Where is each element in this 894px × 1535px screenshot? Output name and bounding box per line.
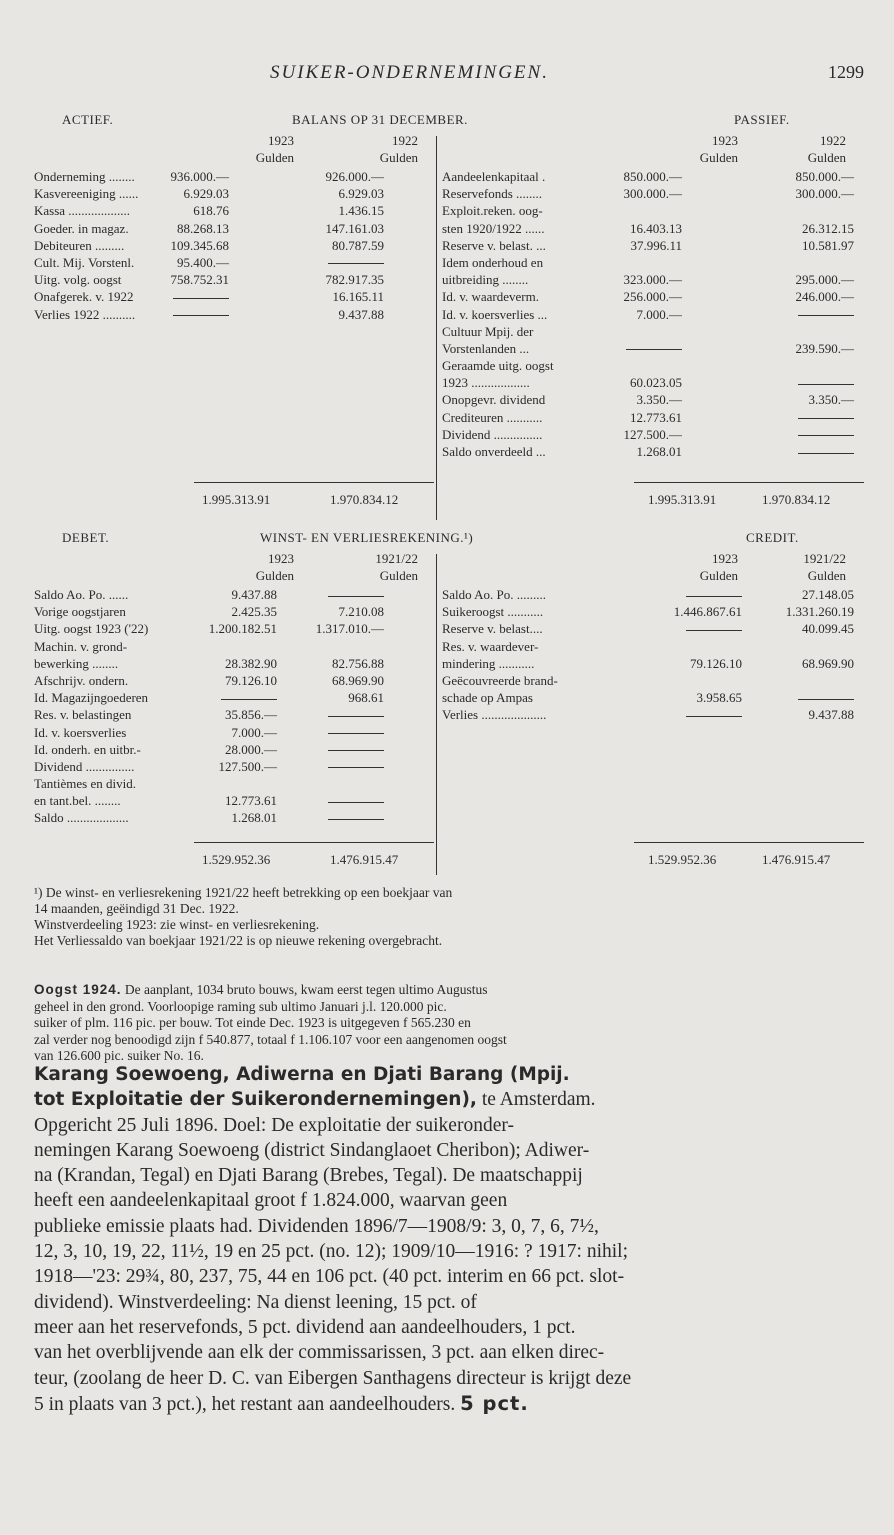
row-value-current: 16.403.13 xyxy=(630,220,682,236)
row-value-previous: 147.161.03 xyxy=(325,220,384,236)
table-row xyxy=(34,758,430,775)
row-label: Onderneming ........ xyxy=(34,169,135,184)
row-value-previous: 300.000.— xyxy=(795,186,854,202)
assets-total-rule xyxy=(194,482,434,483)
dash-rule xyxy=(328,819,384,820)
row-value-current xyxy=(686,586,742,603)
table-row xyxy=(442,706,864,723)
row-value-current: 12.773.61 xyxy=(630,409,682,425)
table-row xyxy=(442,443,864,460)
row-label: Id. v. koersverlies xyxy=(34,724,127,740)
row-value-previous: 9.437.88 xyxy=(808,707,854,723)
running-title: SUIKER-ONDERNEMINGEN. xyxy=(270,62,549,83)
table-row xyxy=(442,638,864,655)
dash-rule xyxy=(173,315,229,316)
row-value-current: 6.929.03 xyxy=(183,186,229,202)
company-line: van het overblijvende aan elk der commissarissen, 3 pct. aan elken direc- xyxy=(34,1342,605,1364)
table-row xyxy=(34,168,430,185)
assets-total-a: 1.995.313.91 xyxy=(202,492,271,507)
table-row xyxy=(442,655,864,672)
balance-title-row xyxy=(34,112,864,132)
row-label: Geraamde uitg. oogst xyxy=(442,358,554,374)
row-label: Verlies .................... xyxy=(442,707,547,723)
row-value-previous xyxy=(328,741,384,758)
row-value-current: 2.425.35 xyxy=(231,604,277,620)
row-label: Idem onderhoud en xyxy=(442,254,544,270)
row-label: Afschrijv. ondern. xyxy=(34,672,129,688)
row-value-current: 7.000.— xyxy=(231,724,277,740)
page-number: 1299 xyxy=(828,62,864,82)
row-label: Cultuur Mpij. der xyxy=(442,323,534,339)
table-row xyxy=(442,340,864,357)
liabilities-total-b: 1.970.834.12 xyxy=(762,492,831,507)
balance-divider xyxy=(436,136,437,520)
table-row xyxy=(442,254,864,271)
pl-title: WINST- EN VERLIESREKENING.¹) xyxy=(260,530,474,545)
row-value-previous: 3.350.— xyxy=(808,392,854,408)
row-value-current: 79.126.10 xyxy=(690,655,742,671)
row-value-previous xyxy=(328,724,384,741)
dash-rule xyxy=(328,767,384,768)
assets-total-b: 1.970.834.12 xyxy=(330,492,399,507)
row-value-previous: 926.000.— xyxy=(325,169,384,184)
row-label: 1923 .................. xyxy=(442,375,530,391)
row-value-current: 127.500.— xyxy=(218,758,277,774)
pl-left-year-b: 1921/22 Gulden xyxy=(375,551,418,583)
debit-total-b: 1.476.915.47 xyxy=(330,852,399,867)
dash-rule xyxy=(798,315,854,316)
table-row xyxy=(442,237,864,254)
dash-rule xyxy=(686,596,742,597)
row-label: Id. onderh. en uitbr.- xyxy=(34,741,141,757)
dash-rule xyxy=(328,596,384,597)
table-row xyxy=(442,620,864,637)
actief-label: ACTIEF. xyxy=(62,112,114,127)
table-row xyxy=(34,288,430,305)
row-value-current xyxy=(173,306,229,323)
table-row xyxy=(34,620,430,637)
table-row xyxy=(34,271,430,288)
row-label: Reserve v. belast. ... xyxy=(442,237,546,253)
table-row xyxy=(34,792,430,809)
row-value-previous: 10.581.97 xyxy=(802,237,854,253)
company-location: te Amsterdam. xyxy=(476,1089,596,1111)
assets-rows xyxy=(34,168,430,323)
row-value-previous: 16.165.11 xyxy=(332,289,384,305)
pl-right-year-b: 1921/22 Gulden xyxy=(803,551,846,583)
row-label: Saldo Ao. Po. ...... xyxy=(34,587,129,602)
row-label: Kassa ................... xyxy=(34,203,131,219)
dash-rule xyxy=(798,418,854,419)
row-label: Res. v. belastingen xyxy=(34,707,132,723)
harvest-line: geheel in den grond. Voorloopige raming sub ultimo Januari j.l. 120.000 pic. xyxy=(34,998,447,1014)
dash-rule xyxy=(221,699,277,700)
debit-total-a: 1.529.952.36 xyxy=(202,852,271,867)
row-label: Debiteuren ......... xyxy=(34,237,125,253)
table-row xyxy=(34,603,430,620)
row-label: Dividend ............... xyxy=(442,426,543,442)
row-value-previous xyxy=(328,792,384,809)
table-row xyxy=(442,391,864,408)
liabilities-total-a: 1.995.313.91 xyxy=(648,492,717,507)
row-label: uitbreiding ........ xyxy=(442,272,529,288)
row-value-current: 300.000.— xyxy=(623,186,682,202)
row-label: Reserve v. belast.... xyxy=(442,621,543,637)
right-year-a: 1923 Gulden xyxy=(699,133,738,165)
harvest-line: De aanplant, 1034 bruto bouws, kwam eerst tegen ultimo Augustus xyxy=(121,982,488,997)
row-value-previous: 1.331.260.19 xyxy=(785,604,854,620)
company-line: na (Krandan, Tegal) en Djati Barang (Brebes, Tegal). De maatschappij xyxy=(34,1165,583,1187)
row-value-previous xyxy=(328,254,384,271)
row-value-previous: 6.929.03 xyxy=(338,186,384,202)
row-label: Goeder. in magaz. xyxy=(34,220,129,236)
table-row xyxy=(34,638,430,655)
row-value-current: 79.126.10 xyxy=(225,672,277,688)
credit-total-b: 1.476.915.47 xyxy=(762,852,831,867)
company-line: 1918—'23: 29¾, 80, 237, 75, 44 en 106 pct. (40 pct. interim en 66 pct. slot- xyxy=(34,1266,625,1288)
row-value-previous: 295.000.— xyxy=(795,272,854,288)
company-line: nemingen Karang Soewoeng (district Sindanglaoet Cheribon); Adiwer- xyxy=(34,1139,590,1161)
right-year-b: 1922 Gulden xyxy=(807,133,846,165)
table-row xyxy=(34,202,430,219)
row-value-previous: 80.787.59 xyxy=(332,237,384,253)
table-row xyxy=(34,809,430,826)
passief-label: PASSIEF. xyxy=(734,112,790,127)
row-label: Vorstenlanden ... xyxy=(442,340,530,356)
row-value-previous xyxy=(798,689,854,706)
table-row xyxy=(442,288,864,305)
row-value-previous xyxy=(798,426,854,443)
row-value-current: 37.996.11 xyxy=(630,237,682,253)
table-row xyxy=(442,271,864,288)
row-value-current: 3.350.— xyxy=(636,392,682,408)
table-row xyxy=(442,672,864,689)
table-row xyxy=(442,357,864,374)
table-row xyxy=(34,689,430,706)
row-value-current: 323.000.— xyxy=(623,272,682,288)
table-row xyxy=(34,775,430,792)
row-label: Exploit.reken. oog- xyxy=(442,203,543,219)
dash-rule xyxy=(798,699,854,700)
row-value-current: 850.000.— xyxy=(623,169,682,184)
table-row xyxy=(442,603,864,620)
harvest-line: suiker of plm. 116 pic. per bouw. Tot einde Dec. 1923 is uitgegeven f 565.230 en xyxy=(34,1015,471,1030)
harvest-line: zal verder nog benoodigd zijn f 540.877, totaal f 1.106.107 voor een aangenomen oogst xyxy=(34,1031,507,1047)
dash-rule xyxy=(686,716,742,717)
table-row xyxy=(442,586,864,603)
pl-right-year-a: 1923 Gulden xyxy=(699,551,738,583)
left-year-b: 1922 Gulden xyxy=(379,133,418,165)
footnote-line: 14 maanden, geëindigd 31 Dec. 1922. xyxy=(34,901,239,916)
row-value-current: 1.446.867.61 xyxy=(673,604,742,620)
row-value-current: 3.958.65 xyxy=(696,690,742,706)
balance-sheet xyxy=(34,112,864,520)
liabilities-rows xyxy=(442,168,864,460)
row-value-current: 1.268.01 xyxy=(231,810,277,826)
dash-rule xyxy=(798,453,854,454)
company-line: 5 in plaats van 3 pct.), het restant aan aandeelhouders. xyxy=(34,1393,456,1415)
company-line: teur, (zoolang de heer D. C. van Eibergen Santhagens directeur is krijgt deze xyxy=(34,1367,632,1389)
dash-rule xyxy=(328,716,384,717)
table-row xyxy=(442,323,864,340)
footnote-line: Het Verliessaldo van boekjaar 1921/22 is op nieuwe rekening overgebracht. xyxy=(34,933,443,948)
table-row xyxy=(34,306,430,323)
row-value-current: 127.500.— xyxy=(623,426,682,442)
row-label: Aandeelenkapitaal . xyxy=(442,169,546,184)
row-label: Geëcouvreerde brand- xyxy=(442,672,558,688)
company-line: dividend). Winstverdeeling: Na dienst leening, 15 pct. of xyxy=(34,1291,477,1313)
table-row xyxy=(442,306,864,323)
table-row xyxy=(442,168,864,185)
dash-rule xyxy=(686,630,742,631)
row-value-previous: 850.000.— xyxy=(795,169,854,184)
row-label: Saldo onverdeeld ... xyxy=(442,444,546,459)
dash-rule xyxy=(173,298,229,299)
row-value-current: 109.345.68 xyxy=(170,237,229,253)
row-value-current: 936.000.— xyxy=(170,169,229,184)
company-line: meer aan het reservefonds, 5 pct. dividend aan aandeelhouders, 1 pct. xyxy=(34,1316,576,1338)
next-entry-tail: 5 pct. xyxy=(460,1391,529,1415)
row-label: Tantièmes en divid. xyxy=(34,776,136,792)
dash-rule xyxy=(626,349,682,350)
table-row xyxy=(442,689,864,706)
row-label: Crediteuren ........... xyxy=(442,409,543,425)
dash-rule xyxy=(328,750,384,751)
row-label: Id. v. waardeverm. xyxy=(442,289,539,305)
row-label: Saldo Ao. Po. ......... xyxy=(442,587,547,602)
row-label: sten 1920/1922 ...... xyxy=(442,220,545,236)
pl-left-year-a: 1923 Gulden xyxy=(255,551,294,583)
table-row xyxy=(442,220,864,237)
row-label: Id. v. koersverlies ... xyxy=(442,306,548,322)
row-value-current: 95.400.— xyxy=(177,254,229,270)
row-label: en tant.bel. ........ xyxy=(34,793,121,809)
row-label: Kasvereeniging ...... xyxy=(34,186,139,202)
row-value-current: 35.856.— xyxy=(225,707,277,723)
harvest-lead: Oogst 1924. xyxy=(34,982,122,997)
row-label: Cult. Mij. Vorstenl. xyxy=(34,254,135,270)
credit-total-rule xyxy=(634,842,864,843)
company-line: 12, 3, 10, 19, 22, 11½, 19 en 25 pct. (no. 12); 1909/10—1916: ? 1917: nihil; xyxy=(34,1241,628,1263)
table-row xyxy=(442,374,864,391)
footnotes xyxy=(34,885,864,949)
table-row xyxy=(34,706,430,723)
row-value-previous: 782.917.35 xyxy=(325,272,384,288)
row-label: Res. v. waardever- xyxy=(442,638,539,654)
company-line: Opgericht 25 Juli 1896. Doel: De exploitatie der suikeronder- xyxy=(34,1114,514,1136)
row-value-previous xyxy=(798,306,854,323)
row-value-previous xyxy=(328,758,384,775)
row-value-previous xyxy=(798,374,854,391)
row-label: Id. Magazijngoederen xyxy=(34,690,149,706)
row-label: mindering ........... xyxy=(442,655,535,671)
row-label: Reservefonds ........ xyxy=(442,186,543,202)
table-row xyxy=(34,741,430,758)
row-value-previous: 9.437.88 xyxy=(338,306,384,322)
pl-title-row xyxy=(34,530,864,550)
dash-rule xyxy=(798,435,854,436)
table-row xyxy=(34,185,430,202)
profit-loss-account xyxy=(34,530,864,875)
row-label: Verlies 1922 .......... xyxy=(34,306,136,322)
company-line: publieke emissie plaats had. Dividenden 1896/7—1908/9: 3, 0, 7, 6, 7½, xyxy=(34,1215,599,1237)
liabilities-total-rule xyxy=(634,482,864,483)
footnote-line: Winstverdeeling 1923: zie winst- en verliesrekening. xyxy=(34,917,320,932)
row-value-previous: 1.436.15 xyxy=(338,203,384,219)
credit-label: CREDIT. xyxy=(746,530,799,545)
row-label: Uitg. volg. oogst xyxy=(34,272,122,288)
table-row xyxy=(34,655,430,672)
row-value-previous: 26.312.15 xyxy=(802,220,854,236)
row-value-previous xyxy=(328,706,384,723)
table-row xyxy=(442,185,864,202)
table-row xyxy=(34,672,430,689)
harvest-line: van 126.600 pic. suiker No. 16. xyxy=(34,1048,204,1063)
debit-rows xyxy=(34,586,430,827)
row-value-previous: 239.590.— xyxy=(795,340,854,356)
credit-rows xyxy=(442,586,864,724)
row-label: Suikeroogst ........... xyxy=(442,604,544,620)
row-value-previous: 968.61 xyxy=(348,690,384,706)
row-value-current: 618.76 xyxy=(193,203,229,219)
row-value-previous: 246.000.— xyxy=(795,289,854,305)
row-value-current: 7.000.— xyxy=(636,306,682,322)
table-row xyxy=(34,220,430,237)
row-value-previous xyxy=(328,586,384,603)
dash-rule xyxy=(798,384,854,385)
table-row xyxy=(34,586,430,603)
row-value-previous xyxy=(328,809,384,826)
row-value-current: 60.023.05 xyxy=(630,375,682,391)
company-entry xyxy=(34,1062,864,1417)
row-value-previous xyxy=(798,443,854,460)
row-value-previous: 68.969.90 xyxy=(332,672,384,688)
row-value-previous: 1.317.010.— xyxy=(315,621,384,637)
row-value-current xyxy=(221,689,277,706)
row-value-current: 28.000.— xyxy=(225,741,277,757)
debit-total-rule xyxy=(194,842,434,843)
row-label: Vorige oogstjaren xyxy=(34,604,126,620)
row-label: Machin. v. grond- xyxy=(34,638,128,654)
row-label: Saldo ................... xyxy=(34,810,129,826)
table-row xyxy=(34,254,430,271)
debet-label: DEBET. xyxy=(62,530,110,545)
table-row xyxy=(442,202,864,219)
row-label: Uitg. oogst 1923 ('22) xyxy=(34,621,149,637)
dash-rule xyxy=(328,733,384,734)
row-value-current: 1.200.182.51 xyxy=(208,621,277,637)
company-heading-cont: tot Exploitatie der Suikerondernemingen), xyxy=(34,1089,477,1111)
table-row xyxy=(442,426,864,443)
row-value-current xyxy=(626,340,682,357)
row-value-current: 12.773.61 xyxy=(225,793,277,809)
dash-rule xyxy=(328,263,384,264)
table-row xyxy=(34,724,430,741)
row-value-previous: 82.756.88 xyxy=(332,655,384,671)
table-row xyxy=(442,409,864,426)
row-label: Onopgevr. dividend xyxy=(442,392,546,408)
left-year-a: 1923 Gulden xyxy=(255,133,294,165)
footnote-line: ¹) De winst- en verliesrekening 1921/22 heeft betrekking op een boekjaar van xyxy=(34,885,453,900)
row-value-previous: 68.969.90 xyxy=(802,655,854,671)
row-value-current xyxy=(686,620,742,637)
row-value-current: 1.268.01 xyxy=(636,444,682,459)
row-value-current: 9.437.88 xyxy=(231,587,277,602)
pl-divider xyxy=(436,554,437,875)
table-row xyxy=(34,237,430,254)
dash-rule xyxy=(328,802,384,803)
credit-total-a: 1.529.952.36 xyxy=(648,852,717,867)
row-label: bewerking ........ xyxy=(34,655,119,671)
company-heading: Karang Soewoeng, Adiwerna en Djati Barang (Mpij. xyxy=(34,1064,570,1085)
row-label: schade op Ampas xyxy=(442,690,533,706)
row-value-current xyxy=(686,706,742,723)
row-value-current: 88.268.13 xyxy=(177,220,229,236)
row-value-current: 256.000.— xyxy=(623,289,682,305)
company-line: heeft een aandeelenkapitaal groot f 1.824.000, waarvan geen xyxy=(34,1190,508,1212)
row-value-previous: 27.148.05 xyxy=(802,587,854,602)
row-value-current: 28.382.90 xyxy=(225,655,277,671)
harvest-paragraph xyxy=(34,982,864,1065)
row-value-current xyxy=(173,288,229,305)
row-value-current: 758.752.31 xyxy=(170,272,229,288)
balance-title: BALANS OP 31 DECEMBER. xyxy=(292,112,468,127)
row-label: Onafgerek. v. 1922 xyxy=(34,289,134,305)
running-header xyxy=(0,62,894,86)
row-label: Dividend ............... xyxy=(34,758,135,774)
row-value-previous: 40.099.45 xyxy=(802,621,854,637)
row-value-previous: 7.210.08 xyxy=(338,604,384,620)
row-value-previous xyxy=(798,409,854,426)
